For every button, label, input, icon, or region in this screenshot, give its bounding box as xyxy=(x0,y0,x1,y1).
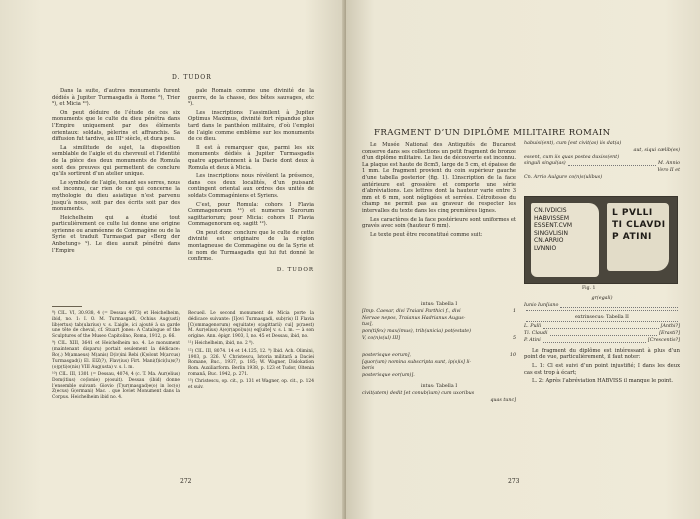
footnote: ¹²) CIL. III, 8074. 14 et 14.125, 12. ⁹) Ibid. Ach. Olimini, 1903, p. 326. V. Christescu, Istoria militară a Daciei Romane, Buc., 1937, p. 185; W. Wagner, Dislokation Rom. Auxiliarform. Berlin 1938, p. 123 et Tudor, Oltenia romană, Buc. 1942, p. 271. xyxy=(188,348,314,377)
inscription-line: beris xyxy=(362,366,375,372)
inscription-back-line: TI CLAVDI xyxy=(612,220,666,230)
paragraph: païe Romain comme une divinité de la guerre, de la chasse, des bêtes sauvages, etc ⁹). xyxy=(188,88,314,108)
witness-name: L. Pulli xyxy=(524,324,542,330)
figure-caption: Fig. 1 xyxy=(582,286,596,291)
footnotes-column-1 xyxy=(52,311,180,402)
inscription-front-line: CN.IVDICIS xyxy=(534,207,567,214)
footnote: ¹¹) Heichelheim, ibid, no. 2 ⁸). xyxy=(188,341,254,347)
paragraph: Le Musée National des Antiquités de Bucarest conserve dans ses collections un petit fragment de bronze d’un diplôme militaire. Le lieu de découverte est inconnu. La plaque est haute de 8cm5, large de 5 cm, et épaisse de 1 mm. Le fragment provient du coin supérieur gauche d’une tabella posterior (fig. 1). L’inscription de la face antérieure est grossière et comporte une série d’abréviations. Les lettres dont la hauteur varie entre 3 mm et 6 mm, sont négligées et serrées. L’étroitesse du champ ne permit pas au graveur de respecter les intervalles du texte dans les cinq premières lignes. xyxy=(362,142,516,214)
inscription-line: Iunio Iun[iano xyxy=(524,302,559,308)
footnote: Recueil. Le second monument de Micia porte la dédicace suivante: [I]ovi Turmasgadi, sub(ris) II Flavia [C(ommagenorum) eq(uitate) s(agittarii) cui] p(raest) M. Aur(elius) A(e)r(apol)u(s) eq[uite] v. s. l. m. — à son origine. Ann. épigr. 1903, I, no. 45 et Dessau, ibid, no. xyxy=(188,311,314,340)
paragraph: C’est, pour Romula: cohors I Flavia Commagenorum ¹¹) et numerus Surorum sagittariorum; pour Micia: cohors II Flavia Commagenorum eq. sagitt ¹²). xyxy=(188,201,314,228)
inscription-line: pon(tifex) max(imus), trib(unicia) pot(estate) xyxy=(362,329,472,335)
inscription-front-line: SINGVLISIN xyxy=(534,229,568,237)
witness-tag: [Anthi?] xyxy=(660,324,680,330)
inscription-line: quas tunc] xyxy=(490,397,516,403)
inscription-front-line: HABVISSEM xyxy=(534,214,570,222)
line-number xyxy=(504,322,516,329)
inscription-line: gr(egali) xyxy=(591,296,613,301)
footnotes-column-2 xyxy=(188,311,314,392)
inscription-line: Vero II et xyxy=(657,168,680,174)
line-number xyxy=(504,373,516,380)
line-number xyxy=(504,329,516,336)
footnote: ⁸) CIL. VI, 30.938, 4 (= Dessau 4073) et Heichelheim, ibid, no. 1: I. O. M. Turmasgadi, Ochius Aug(usti) lib(ertus) tab(ularius) v. s. L’aigle, ici ajouté à sa garde une tête de cheval, cf. Stuart Jones: A Catalogue of the Sculptures of the Museo Capitolino, Roma, 1912, p. 66. xyxy=(52,311,180,340)
intus-label: intus: Tabella I xyxy=(420,302,458,307)
line-number: 1 xyxy=(512,308,516,314)
footnote: ¹³) Christescu, op. cit., p. 131 et Wagner, op. cit., p. 124 et suiv. xyxy=(188,379,314,391)
extrinsecus-label: extrinsecus: Tabella II xyxy=(575,314,629,320)
footnote: ¹⁰) CIL. III, 1301 (= Dessau, 4074, 4 (c. T. Ma. Aur(elius) Dom(itius) co(lonie) p(osuit). Dessau (ibid) donne l’ensemble suivant: Giovio (T)ur(masgad)e(o) in loc(o) Z(ecus) G(ermani) Mac. . que Ioviet Monument dans la Corpus. Heichelheim ibid no. 4. xyxy=(52,371,180,401)
paragraph: On peut déduire de l’étude de ces six monuments que le culte du dieu pénétra dans l’Empire uniquement par des éléments orientaux: soldats, pèlerins et affranchis. Sa diffusion fut tardive, au IIIᵉ siècle, et dura peu. xyxy=(52,109,180,143)
witness-name: P. Atini xyxy=(524,337,541,343)
diploma-text-top xyxy=(524,141,680,182)
right-column-1 xyxy=(362,142,516,240)
witness-name: Ti. Claudi xyxy=(524,331,548,337)
paragraph: Les inscriptions nous révèlent la présence, dans ces deux localités, d’un puissant contingent oriental aux ordres des unités de soldats Commagéniens et Syriens. xyxy=(188,173,314,199)
page-number-right: 273 xyxy=(508,478,520,485)
article-title: FRAGMENT D’UN DIPLÔME MILITAIRE ROMAIN xyxy=(374,128,611,138)
paragraph: Le symbole de l’aigle, tenant ses serres, nous est inconnu, car rien de ce qui concerne la mythologie du dieu asiatique n’est parvenu jusqu’à nous, soit par des écrits soit par des monuments. xyxy=(52,179,180,213)
inscription-line: singuli singul(as) xyxy=(524,161,566,167)
fragment-back xyxy=(607,203,669,271)
page-number-left: 272 xyxy=(180,478,192,485)
paragraph: Les caractères de la face postérieure sont uniformes et gravés avec soin (hauteur 6 mm). xyxy=(362,216,516,230)
inscription-front-line: ESSENT.CVM xyxy=(534,222,573,229)
note: Le fragment du diplôme est intéressant à plus d’un point de vue, particulièrement, il faut noter: xyxy=(524,347,680,361)
witness-tag: [Erasti?] xyxy=(659,331,680,337)
footnote-rule xyxy=(52,306,82,307)
left-column-1 xyxy=(52,88,180,256)
inscription-line: [Imp. Caesar, divi Traiani Parthici f., divi xyxy=(362,308,461,314)
inscription-line: habuisi(ent), cum [est civit(as) iis dat(a) xyxy=(524,141,622,146)
paragraph: Les inscriptions l’assimilent à Jupiter Optimus Maximus, divinité fort répandue plus tard dans le panthéon militaire, d’où l’emploi de l’aigle comme emblème sur les monuments de ce dieu. xyxy=(188,109,314,143)
line-number xyxy=(504,366,516,373)
fragment-front xyxy=(531,203,599,277)
running-head: D. TUDOR xyxy=(172,74,212,81)
footnote: ⁹) CIL. XIII, 3641 et Heichelheim no. 4. Le monument (maintenant disparu) portait seulement la dédicace: Ro(.) M(amaeus) M(anis) D(iv)ini Rebi (K)olont M(arcus) Turmasgad(i) El. EIZ(?), Flav(ius) Firt. Mani(f)ici(lu)s(?) (o)p(ti)o(nis) VIII Aug(usta) v. s. l. m. xyxy=(52,341,180,370)
inscription-back-line: L PVLLI xyxy=(612,208,653,218)
paragraph: Il est à remarquer que, parmi les six monuments dédiés à Jupiter Turmasgadis quatre appartiennent à la Dacie dont deux à Romula et deux à Micia. xyxy=(188,144,314,171)
intus-label-2: intus: Tabella I xyxy=(420,383,458,389)
signature: D. TUDOR xyxy=(276,266,314,273)
paragraph: Heichelheim qui a étudié tout particulièrement ce culte lui donne une origine syrienne ou araméenne de Commagène ou de la Syrie et traduit Turmasgad par «Berg der Anbetung» ⁹). Le dieu aurait pénétré dans l’Empire xyxy=(52,214,180,254)
inscription-line: tus], xyxy=(362,322,373,328)
left-column-2 xyxy=(188,88,314,273)
witness-tag: [Crescentis?] xyxy=(647,337,680,343)
inscription-line: [quor(um) nomina subscripta sunt, ip(s)is] li- xyxy=(362,359,472,365)
inscription-line: Cn. Arrio Aulgure co(n)s(ulibus) xyxy=(524,174,603,180)
paragraph: La similitude de sujet, la disposition semblable de l’aigle et du chevreuil et l’identité de la pièce des deux monuments de Romula sont des preuves qui permettent de conclure qu’ils sortirent d’un atelier unique. xyxy=(52,144,180,178)
inscription-line: posterisque eorum], xyxy=(362,352,412,358)
line-number xyxy=(504,391,516,398)
line-number xyxy=(504,316,516,323)
line-number xyxy=(504,360,516,367)
inscription-line: M. Annio xyxy=(657,161,680,167)
diploma-photo xyxy=(524,196,678,284)
note: L. 1: Cl est suivi d’un point injustifié; I dans les deux cas est trop à écart; xyxy=(524,362,680,376)
extrinsecus-text xyxy=(524,296,680,387)
left-page xyxy=(0,0,346,519)
inscription-back-line: P ATINI xyxy=(612,232,652,242)
inscription-line: posterisque eor(um)]. xyxy=(362,373,415,379)
inscription-line: V, co(n)s(ul) III] xyxy=(362,335,400,341)
line-number: 10 xyxy=(509,352,516,358)
inscription-line: aut, siqui cælib(es) xyxy=(633,147,680,153)
paragraph: On peut donc conclure que le culte de cette divinité est originaire de la région montagneuse de Commagène ou de la Syrie et le nom de Turmasgadis qui lui fut donné le confirme. xyxy=(188,229,314,263)
intus-text xyxy=(362,302,516,404)
line-number: 5 xyxy=(512,335,516,341)
inscription-line: civit(atem) dedit [et conub(ium) cum uxoribus xyxy=(362,390,475,396)
inscription-line: Nervae nepos, Traianus Hadrianus Augus- xyxy=(362,315,466,321)
inscription-line: essent, cum iis quas postea duxiss(ent) xyxy=(524,154,620,160)
note: L. 2: Après l’abréviation HABVISS il manque le point. xyxy=(532,378,673,385)
paragraph: Le texte peut être reconstitué comme suit: xyxy=(370,231,483,238)
right-page xyxy=(346,0,700,519)
inscription-front-line: LVNNIO xyxy=(534,244,557,252)
inscription-front-line: CN.ARRIO xyxy=(534,237,564,244)
paragraph: Dans la suite, d’autres monuments furent dédiés à Jupiter Turmasgadis à Rome ⁸), Trier ⁹), et Micia ¹⁰). xyxy=(52,88,180,108)
